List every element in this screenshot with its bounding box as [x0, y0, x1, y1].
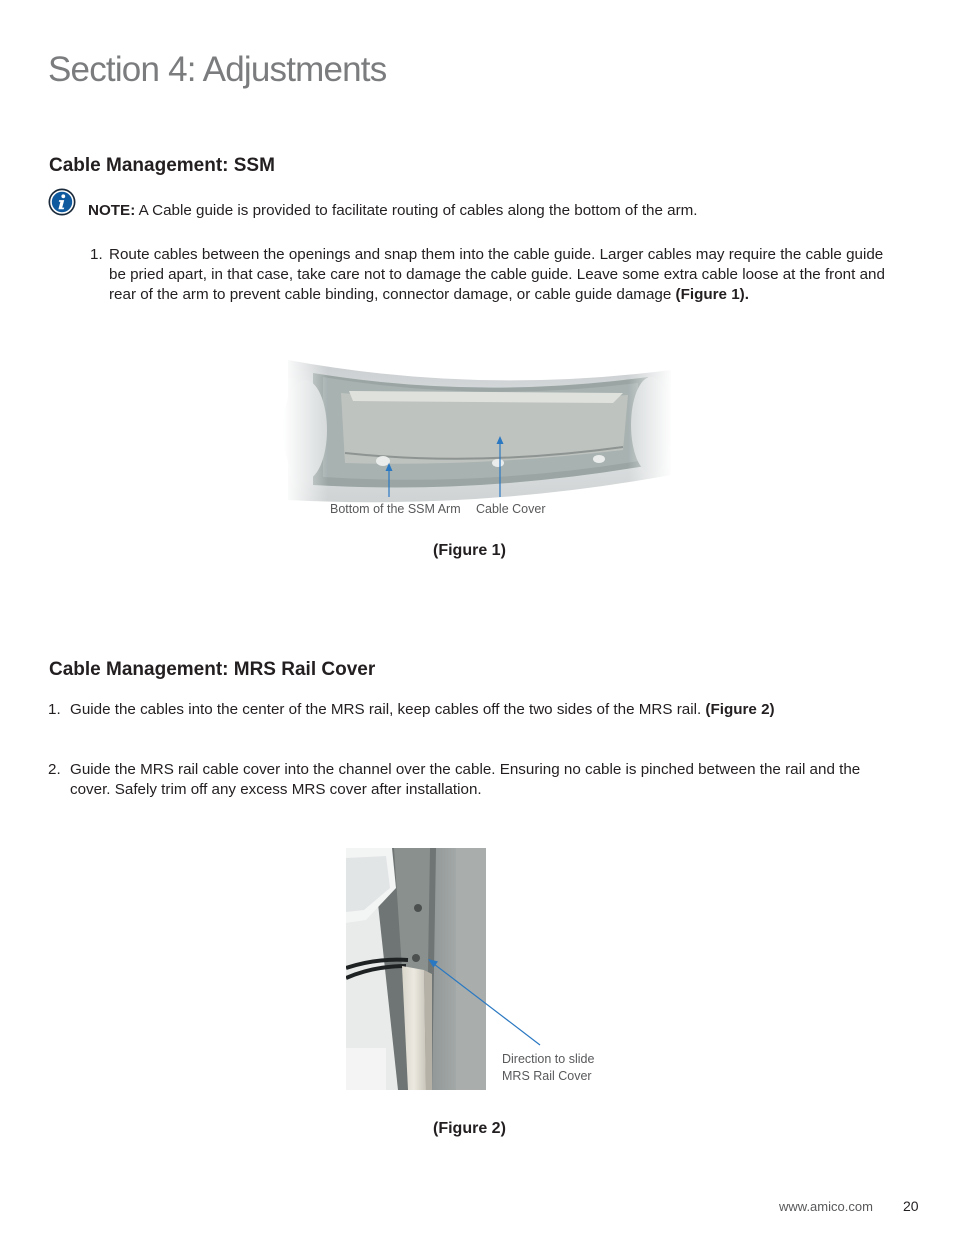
- footer-website: www.amico.com: [779, 1199, 873, 1214]
- label-direction-to-slide: [502, 1051, 594, 1085]
- section-title: Section 4: Adjustments: [48, 50, 387, 89]
- ssm-step-1: [90, 245, 890, 305]
- mrs-heading: Cable Management: MRS Rail Cover: [49, 659, 376, 680]
- figure-reference: (Figure 2): [705, 701, 775, 718]
- label-cable-cover: Cable Cover: [476, 502, 546, 516]
- note-body: A Cable guide is provided to facilitate routing of cables along the bottom of the arm.: [135, 202, 698, 219]
- step-number: 2.: [48, 761, 61, 778]
- note-label: NOTE:: [88, 202, 136, 219]
- note-text: [88, 201, 888, 221]
- label-line-2: MRS Rail Cover: [502, 1069, 592, 1083]
- step-body: Route cables between the openings and snap them into the cable guide. Larger cables may require the cable guide be pried apart, in that case, take care not to damage the cable guide. Leave some extra cable loose at the front and rear of the arm to prevent cable binding, connector damage, or cable guide damage: [109, 246, 885, 303]
- info-icon: [48, 188, 76, 216]
- step-number: 1.: [90, 246, 103, 263]
- step-text: [70, 700, 888, 720]
- direction-arrow: [420, 955, 545, 1050]
- figure-2-caption: (Figure 2): [433, 1120, 506, 1137]
- ssm-arm-photo: [283, 355, 673, 505]
- step-number: 1.: [48, 701, 61, 718]
- label-bottom-of-ssm-arm: Bottom of the SSM Arm: [330, 502, 461, 516]
- step-text: [109, 245, 890, 305]
- figure-reference: (Figure 1).: [675, 286, 749, 303]
- ssm-heading: Cable Management: SSM: [49, 155, 275, 176]
- label-line-1: Direction to slide: [502, 1052, 595, 1066]
- figure-1-caption: (Figure 1): [433, 542, 506, 559]
- step-text: Guide the MRS rail cable cover into the channel over the cable. Ensuring no cable is pinched between the rail and the cover. Safely trim off any excess MRS cover after installation.: [70, 761, 861, 798]
- step-body: Guide the cables into the center of the MRS rail, keep cables off the two sides of the MRS rail.: [70, 701, 706, 718]
- mrs-step-1: [48, 700, 888, 720]
- page-number: 20: [903, 1198, 919, 1214]
- mrs-step-2: [48, 760, 888, 800]
